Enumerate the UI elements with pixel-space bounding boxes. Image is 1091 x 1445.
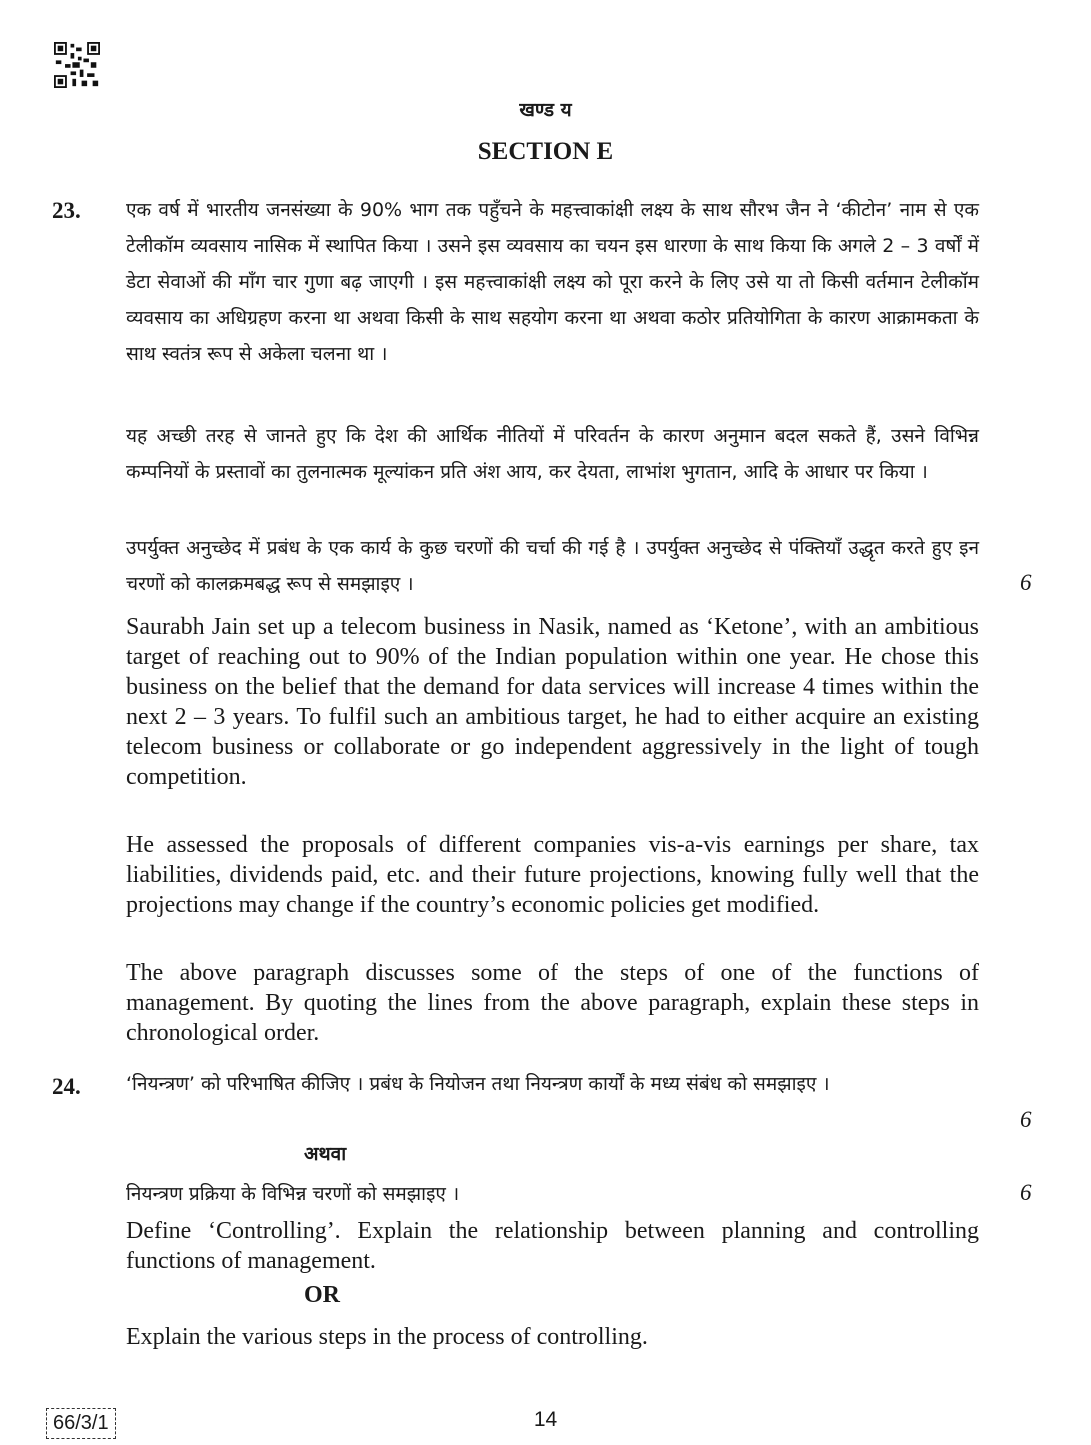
hindi-paragraph: यह अच्छी तरह से जानते हुए कि देश की आर्थिक नीतियों में परिवर्तन के कारण अनुमान बदल सकते हैं, उसने विभिन्न कम्पनियों के प्रस्तावों का तुलनात्मक मूल्यांकन प्रति अंश आय, कर देयता, लाभांश भुगतान, आदि के आधार पर किया । (126, 425, 979, 483)
marks: 6 (1020, 570, 1032, 595)
marks: 6 (1020, 1107, 1032, 1132)
english-paragraph: Saurabh Jain set up a telecom business in Nasik, named as ‘Ketone’, with an ambitious target of reaching out to 90% of the Indian population within one year. He chose this business on the belief that the demand for data services will increase 4 times within the next 2 – 3 years. To fulfil such an ambitious target, he had to either acquire an existing telecom business or collaborate or go independent aggressively in the light of tough competition. (126, 614, 979, 790)
question-number: 24. (52, 1074, 81, 1099)
hindi-paragraph: ‘नियन्त्रण’ को परिभाषित कीजिए । प्रबंध के नियोजन तथा नियन्त्रण कार्यों के मध्य संबंध को समझाइए । (126, 1073, 830, 1095)
question-24-hindi (126, 1066, 979, 1102)
question-23-hindi-para-3 (126, 530, 979, 602)
english-paragraph: He assessed the proposals of different companies vis-a-vis earnings per share, tax liabilities, dividends paid, etc. and their future projections, knowing fully well that the projections may change if the country’s economic policies get modified. (126, 832, 979, 918)
english-paragraph: Explain the various steps in the process of controlling. (126, 1324, 648, 1350)
page-number: 14 (533, 1408, 558, 1431)
question-23-english-para-1 (126, 612, 979, 792)
hindi-paragraph: एक वर्ष में भारतीय जनसंख्या के 90% भाग तक पहुँचने के महत्त्वाकांक्षी लक्ष्य के साथ सौरभ जैन ने ‘कीटोन’ नाम से एक टेलीकॉम व्यवसाय नासिक में स्थापित किया । उसने इस व्यवसाय का चयन इस धारणा के साथ किया कि अगले 2 – 3 वर्षों में डेटा सेवाओं की माँग चार गुणा बढ़ जाएगी । इस महत्त्वाकांक्षी लक्ष्य को पूरा करने के लिए उसे या तो किसी वर्तमान टेलीकॉम व्यवसाय का अधिग्रहण करना था अथवा किसी के साथ सहयोग करना था अथवा कठोर प्रतियोगिता के कारण आक्रामकता के साथ स्वतंत्र रूप से अकेला चलना था । (126, 199, 979, 365)
qr-code-icon (54, 42, 100, 88)
question-24-alt-english (126, 1322, 979, 1352)
hindi-paragraph: नियन्त्रण प्रक्रिया के विभिन्न चरणों को समझाइए । (126, 1183, 460, 1205)
english-paragraph: The above paragraph discusses some of the steps of one of the functions of management. By quoting the lines from the above paragraph, explain these steps in chronological order. (126, 960, 979, 1046)
question-23-hindi-para-1 (126, 192, 979, 372)
question-24-alt-hindi (126, 1176, 979, 1212)
question-24-english (126, 1216, 979, 1276)
section-heading-english: SECTION E (477, 138, 614, 165)
question-23-english-para-3 (126, 958, 979, 1048)
hindi-paragraph: उपर्युक्त अनुच्छेद में प्रबंध के एक कार्य के कुछ चरणों की चर्चा की गई है । उपर्युक्त अनुच्छेद से पंक्तियाँ उद्धृत करते हुए इन चरणों को कालक्रमबद्ध रूप से समझाइए । (126, 537, 979, 595)
english-paragraph: Define ‘Controlling’. Explain the relationship between planning and controlling functions of management. (126, 1218, 979, 1274)
question-23-english-para-2 (126, 830, 979, 920)
or-english: OR (304, 1282, 340, 1308)
question-23-hindi-para-2 (126, 418, 979, 490)
question-number: 23. (52, 198, 81, 223)
marks: 6 (1020, 1180, 1032, 1205)
section-heading-hindi: खण्ड य (519, 99, 572, 121)
paper-code: 66/3/1 (46, 1408, 116, 1439)
or-hindi: अथवा (304, 1143, 347, 1165)
